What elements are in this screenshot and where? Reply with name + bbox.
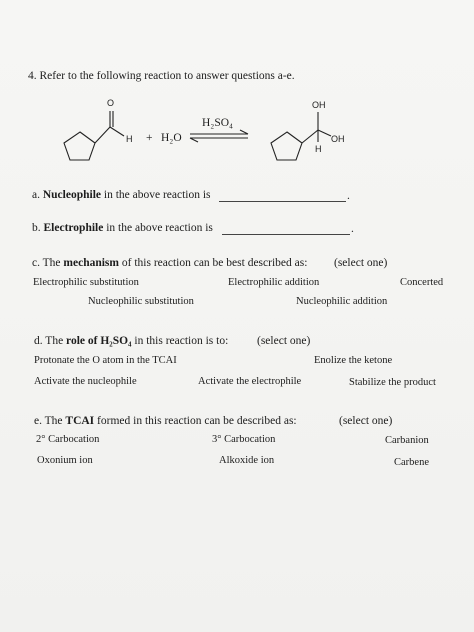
part-a-text: in the above reaction is [103, 189, 211, 201]
part-e-option[interactable]: 2° Carbocation [36, 434, 100, 445]
part-e-select-hint: (select one) [339, 415, 393, 427]
part-c-option[interactable]: Nucleophilic substitution [88, 296, 194, 307]
part-c-text: of this reaction can be best described as: [121, 257, 308, 269]
part-d-prefix: d. The [34, 335, 64, 347]
question-intro: 4. Refer to the following reaction to answer questions a-e. [28, 70, 295, 82]
part-a-keyword: Nucleophile [42, 189, 101, 201]
reactant-oxygen-label: O [107, 98, 115, 108]
part-d-select-hint: (select one) [257, 335, 311, 347]
part-b-prefix: b. [32, 222, 41, 234]
reactant-hydrogen-label: H [126, 134, 133, 144]
part-e-prefix: e. The [34, 415, 63, 427]
part-c-option[interactable]: Electrophilic addition [228, 277, 320, 288]
part-c-option[interactable]: Concerted [400, 277, 444, 288]
part-b-period: . [351, 223, 354, 235]
part-d-keyword: role of H₂SO₄ [66, 335, 132, 347]
part-b-answer-blank[interactable] [222, 234, 350, 235]
part-e-keyword: TCAI [65, 415, 95, 427]
part-c-option[interactable]: Electrophilic substitution [33, 277, 139, 288]
part-d-option[interactable]: Activate the electrophile [198, 376, 302, 387]
part-e-option[interactable]: Carbene [394, 457, 429, 468]
catalyst-label: H₂SO₄ [202, 117, 234, 129]
part-e-text: formed in this reaction can be described as: [97, 415, 297, 427]
part-d-option[interactable]: Protonate the O atom in the TCAI [34, 355, 177, 366]
part-e-option[interactable]: Oxonium ion [37, 455, 93, 466]
part-e-option[interactable]: Carbanion [385, 435, 429, 446]
product-oh-top-label: OH [312, 100, 326, 110]
part-e-option[interactable]: 3° Carbocation [212, 434, 276, 445]
part-d-text: in this reaction is to: [134, 335, 229, 347]
part-c-line [32, 258, 307, 270]
product-oh-right-label: OH [331, 134, 345, 144]
part-c-select-hint: (select one) [334, 257, 388, 269]
part-b-keyword: Electrophile [43, 222, 104, 234]
part-d-option[interactable]: Enolize the ketone [314, 355, 393, 366]
part-d-option[interactable]: Activate the nucleophile [34, 376, 137, 387]
part-a-answer-blank[interactable] [219, 201, 346, 202]
product-hydrogen-label: H [315, 144, 322, 154]
reactant-ring [64, 132, 95, 160]
part-d-line [34, 336, 228, 348]
part-b-line [32, 223, 213, 235]
part-b-text: in the above reaction is [106, 222, 213, 234]
part-a-line [32, 190, 211, 202]
part-a-period: . [347, 190, 350, 202]
water-label: H₂O [161, 132, 182, 144]
product-ring [271, 132, 302, 160]
plus-sign: + [146, 132, 153, 144]
part-e-line [34, 416, 297, 428]
part-c-prefix: c. The [32, 257, 61, 269]
part-a-prefix: a. [32, 189, 40, 201]
part-e-option[interactable]: Alkoxide ion [219, 455, 275, 466]
part-c-keyword: mechanism [63, 257, 119, 269]
part-c-option[interactable]: Nucleophilic addition [296, 296, 388, 307]
part-d-option[interactable]: Stabilize the product [349, 377, 436, 388]
